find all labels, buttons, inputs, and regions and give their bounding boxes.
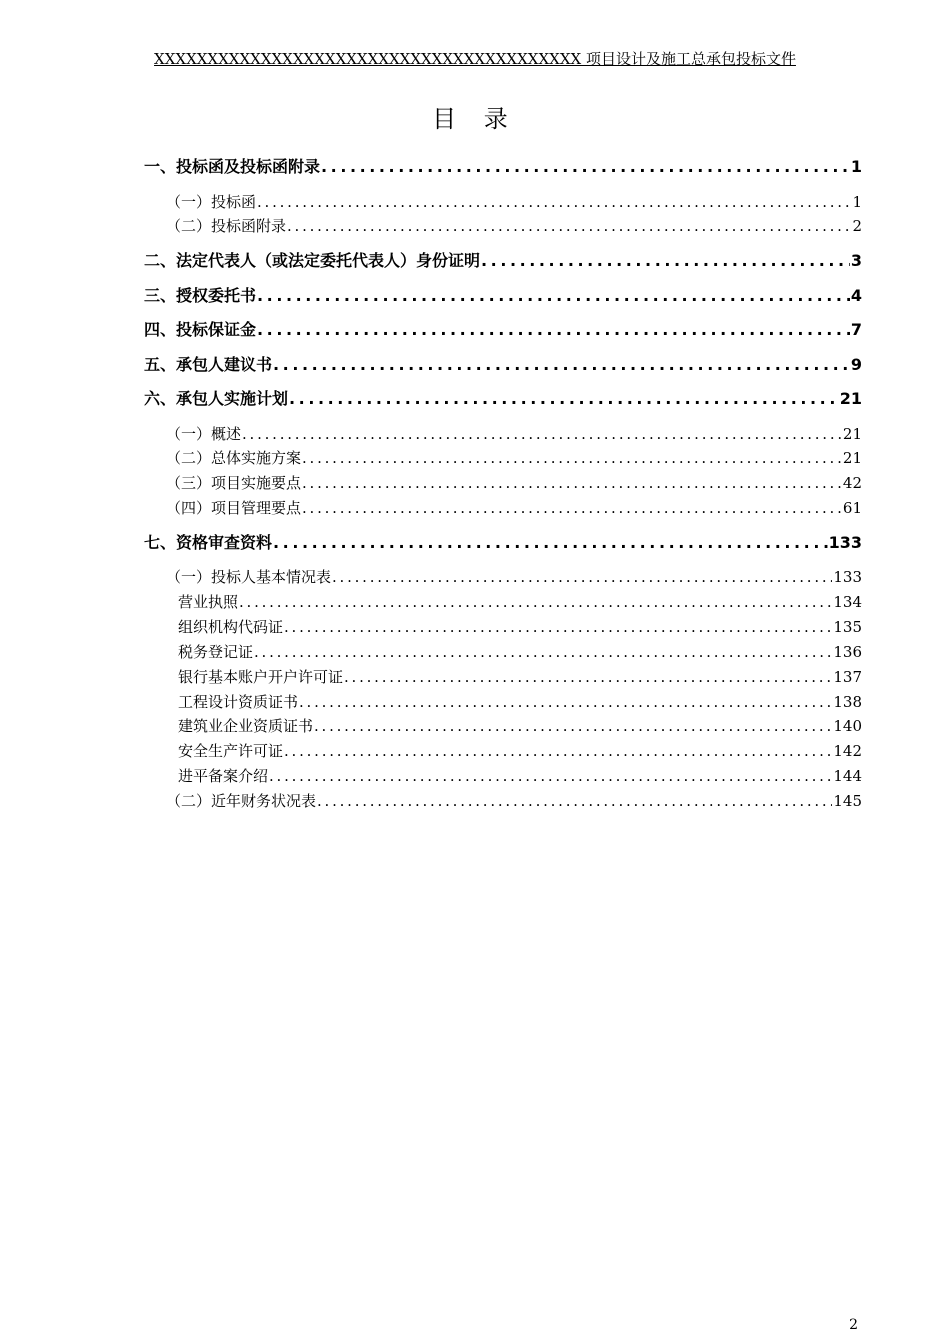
toc-entry-label: 工程设计资质证书 bbox=[178, 693, 299, 711]
toc-entry-label: 三、授权委托书 bbox=[144, 286, 257, 305]
toc-entry-label: 五、承包人建议书 bbox=[144, 355, 273, 374]
toc-leader-dots bbox=[481, 249, 850, 273]
toc-leader-dots bbox=[284, 615, 832, 639]
toc-leader-dots bbox=[269, 764, 832, 788]
toc-entry[interactable] bbox=[144, 471, 862, 495]
toc-entry-page: 134 bbox=[833, 593, 862, 611]
toc-entry-page: 135 bbox=[833, 618, 862, 636]
document-header: XXXXXXXXXXXXXXXXXXXXXXXXXXXXXXXXXXXXXXXX 项目设计及施工总承包投标文件 bbox=[154, 50, 796, 68]
toc-leader-dots bbox=[254, 640, 832, 664]
toc-leader-dots bbox=[344, 665, 832, 689]
toc-entry-page: 137 bbox=[833, 668, 862, 686]
toc-entry-label: 安全生产许可证 bbox=[178, 742, 284, 760]
toc-entry-page: 21 bbox=[842, 425, 862, 443]
toc-entry-page: 61 bbox=[842, 499, 862, 517]
toc-entry-label: （二）投标函附录 bbox=[166, 217, 287, 235]
toc-entry-label: 四、投标保证金 bbox=[144, 320, 257, 339]
toc-entry-page: 138 bbox=[833, 693, 862, 711]
toc-entry[interactable] bbox=[144, 353, 862, 377]
toc-entry[interactable] bbox=[144, 690, 862, 714]
toc-leader-dots bbox=[257, 190, 851, 214]
toc-entry-label: 进平备案介绍 bbox=[178, 767, 269, 785]
toc-entry[interactable] bbox=[144, 318, 862, 342]
toc-entry-page: 3 bbox=[850, 251, 862, 270]
toc-entry-page: 2 bbox=[852, 217, 862, 235]
toc-entry[interactable] bbox=[144, 214, 862, 238]
toc-entry-page: 144 bbox=[833, 767, 862, 785]
toc-leader-dots bbox=[287, 214, 851, 238]
toc-entry[interactable] bbox=[144, 387, 862, 411]
toc-entry-label: （一）投标函 bbox=[166, 193, 257, 211]
toc-leader-dots bbox=[273, 531, 828, 555]
toc-entry[interactable] bbox=[144, 190, 862, 214]
toc-leader-dots bbox=[302, 471, 842, 495]
toc-entry-label: （二）总体实施方案 bbox=[166, 449, 302, 467]
toc-title: 目 录 bbox=[432, 105, 518, 133]
toc-entry[interactable] bbox=[144, 590, 862, 614]
toc-leader-dots bbox=[257, 318, 850, 342]
toc-leader-dots bbox=[314, 714, 832, 738]
toc-entry-label: （一）概述 bbox=[166, 425, 242, 443]
toc-entry-page: 21 bbox=[842, 449, 862, 467]
toc-entry-label: （三）项目实施要点 bbox=[166, 474, 302, 492]
toc-entry[interactable] bbox=[144, 531, 862, 555]
toc-entry-page: 133 bbox=[828, 533, 862, 552]
toc-entry[interactable] bbox=[144, 764, 862, 788]
toc-entry-label: 组织机构代码证 bbox=[178, 618, 284, 636]
toc-entry-label: 银行基本账户开户许可证 bbox=[178, 668, 344, 686]
toc-entry[interactable] bbox=[144, 615, 862, 639]
toc-entry[interactable] bbox=[144, 739, 862, 763]
toc-entry[interactable] bbox=[144, 446, 862, 470]
toc-leader-dots bbox=[242, 422, 842, 446]
toc-leader-dots bbox=[284, 739, 832, 763]
toc-entry[interactable] bbox=[144, 665, 862, 689]
toc-leader-dots bbox=[302, 496, 842, 520]
table-of-contents bbox=[144, 0, 862, 1344]
toc-entry-page: 9 bbox=[850, 355, 862, 374]
toc-entry[interactable] bbox=[144, 640, 862, 664]
toc-entry-page: 145 bbox=[833, 792, 862, 810]
toc-entry[interactable] bbox=[144, 284, 862, 308]
toc-entry-label: （一）投标人基本情况表 bbox=[166, 568, 332, 586]
toc-entry-page: 21 bbox=[839, 389, 862, 408]
toc-entry[interactable] bbox=[144, 714, 862, 738]
toc-leader-dots bbox=[321, 155, 850, 179]
toc-entry-page: 133 bbox=[833, 568, 862, 586]
toc-entry-label: 六、承包人实施计划 bbox=[144, 389, 289, 408]
toc-entry[interactable] bbox=[144, 422, 862, 446]
toc-entry-label: 建筑业企业资质证书 bbox=[178, 717, 314, 735]
toc-entry-page: 142 bbox=[833, 742, 862, 760]
toc-leader-dots bbox=[273, 353, 850, 377]
page-number: 2 bbox=[849, 1317, 858, 1333]
toc-leader-dots bbox=[289, 387, 839, 411]
toc-leader-dots bbox=[239, 590, 832, 614]
toc-entry-label: 营业执照 bbox=[178, 593, 239, 611]
toc-entry[interactable] bbox=[144, 565, 862, 589]
toc-entry[interactable] bbox=[144, 155, 862, 179]
toc-entry-page: 1 bbox=[850, 157, 862, 176]
toc-entry[interactable] bbox=[144, 249, 862, 273]
toc-entry-label: 二、法定代表人（或法定委托代表人）身份证明 bbox=[144, 251, 481, 270]
toc-entry-label: 一、投标函及投标函附录 bbox=[144, 157, 321, 176]
toc-entry-page: 1 bbox=[852, 193, 862, 211]
toc-entry-page: 4 bbox=[850, 286, 862, 305]
toc-entry[interactable] bbox=[144, 496, 862, 520]
toc-leader-dots bbox=[257, 284, 850, 308]
toc-entry-page: 140 bbox=[833, 717, 862, 735]
toc-entry-label: （二）近年财务状况表 bbox=[166, 792, 317, 810]
toc-entry-page: 136 bbox=[833, 643, 862, 661]
toc-entry[interactable] bbox=[144, 789, 862, 813]
toc-leader-dots bbox=[332, 565, 832, 589]
toc-entry-page: 7 bbox=[850, 320, 862, 339]
toc-leader-dots bbox=[302, 446, 842, 470]
toc-leader-dots bbox=[299, 690, 832, 714]
toc-leader-dots bbox=[317, 789, 832, 813]
toc-entry-label: 税务登记证 bbox=[178, 643, 254, 661]
toc-entry-page: 42 bbox=[842, 474, 862, 492]
toc-entry-label: （四）项目管理要点 bbox=[166, 499, 302, 517]
toc-entry-label: 七、资格审查资料 bbox=[144, 533, 273, 552]
